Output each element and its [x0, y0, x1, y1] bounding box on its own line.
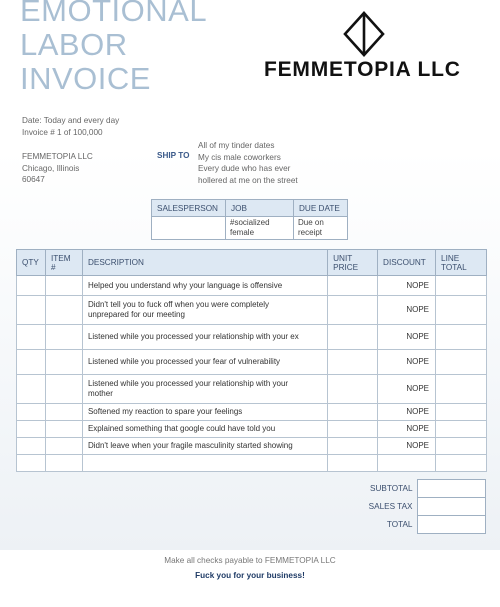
- qty-cell: [17, 296, 46, 325]
- salesperson-cell: [152, 217, 226, 240]
- items-body: [17, 276, 487, 472]
- discount-cell: NOPE: [378, 438, 436, 455]
- table-row: [17, 325, 487, 350]
- from-line: FEMMETOPIA LLC: [22, 152, 93, 161]
- col-qty: QTY: [17, 250, 46, 276]
- discount-cell: NOPE: [378, 325, 436, 350]
- table-row: [17, 375, 487, 404]
- unit-price-cell: [328, 421, 378, 438]
- subtotal-label: SUBTOTAL: [370, 484, 413, 493]
- item-number-cell: [45, 296, 82, 325]
- description-cell: Softened my reaction to spare your feelings: [82, 404, 327, 421]
- ship-to-line: All of my tinder dates: [198, 141, 275, 150]
- table-row: [17, 421, 487, 438]
- unit-price-cell: [328, 404, 378, 421]
- invoice-number: Invoice # 1 of 100,000: [22, 127, 103, 137]
- total-label: TOTAL: [386, 520, 413, 529]
- totals-row: [355, 480, 485, 498]
- col-line-total: LINE TOTAL: [436, 250, 487, 276]
- due-date-cell: Due on receipt: [294, 217, 348, 240]
- discount-cell: NOPE: [378, 375, 436, 404]
- item-number-cell: [45, 455, 82, 472]
- from-address: [22, 151, 93, 186]
- sales-table: [151, 199, 348, 240]
- unit-price-cell: [328, 438, 378, 455]
- col-job: JOB: [226, 200, 294, 217]
- title-line: INVOICE: [20, 61, 151, 96]
- from-line: Chicago, Illinois: [22, 163, 80, 173]
- qty-cell: [17, 404, 46, 421]
- title-line: LABOR: [20, 27, 128, 62]
- table-row: [17, 404, 487, 421]
- diamond-outline-icon: [340, 10, 388, 58]
- discount-cell: NOPE: [378, 296, 436, 325]
- subtotal-value: [417, 480, 485, 498]
- qty-cell: [17, 325, 46, 350]
- title-line: EMOTIONAL: [20, 0, 208, 28]
- totals-table: [355, 479, 486, 534]
- qty-cell: [17, 421, 46, 438]
- invoice-date: Date: Today and every day: [22, 116, 120, 125]
- company-name: FEMMETOPIA LLC: [264, 58, 461, 81]
- item-number-cell: [45, 438, 82, 455]
- ship-to-line: My cis male coworkers: [198, 152, 281, 162]
- items-table: [16, 249, 487, 472]
- thanks-note: Fuck you for your business!: [195, 571, 305, 580]
- col-description: DESCRIPTION: [82, 250, 327, 276]
- description-cell: Explained something that google could have told you: [82, 421, 327, 438]
- from-line: 60647: [22, 175, 45, 184]
- unit-price-cell: [328, 325, 378, 350]
- payable-note: Make all checks payable to FEMMETOPIA LLC: [164, 556, 336, 565]
- item-number-cell: [45, 404, 82, 421]
- table-row: [152, 217, 348, 240]
- discount-cell: [378, 455, 436, 472]
- col-discount: DISCOUNT: [378, 250, 436, 276]
- qty-cell: [17, 375, 46, 404]
- description-cell: [82, 455, 327, 472]
- line-total-cell: [436, 404, 487, 421]
- unit-price-cell: [328, 375, 378, 404]
- discount-cell: NOPE: [378, 404, 436, 421]
- line-total-cell: [436, 438, 487, 455]
- description-cell: Helped you understand why your language is offensive: [82, 276, 327, 296]
- invoice-meta: [22, 115, 119, 138]
- item-number-cell: [45, 325, 82, 350]
- qty-cell: [17, 276, 46, 296]
- unit-price-cell: [328, 296, 378, 325]
- line-total-cell: [436, 325, 487, 350]
- col-unit-price: UNIT PRICE: [328, 250, 378, 276]
- line-total-cell: [436, 276, 487, 296]
- qty-cell: [17, 438, 46, 455]
- discount-cell: NOPE: [378, 276, 436, 296]
- description-cell: Listened while you processed your relationship with your mother: [82, 375, 327, 404]
- table-row: [17, 276, 487, 296]
- job-cell: #socialized female: [226, 217, 294, 240]
- line-total-cell: [436, 455, 487, 472]
- unit-price-cell: [328, 350, 378, 375]
- table-row: [17, 350, 487, 375]
- description-cell: Listened while you processed your fear of vulnerability: [82, 350, 327, 375]
- ship-to-line: hollered at me on the street: [198, 175, 298, 185]
- unit-price-cell: [328, 276, 378, 296]
- ship-to-label: SHIP TO: [157, 151, 190, 160]
- col-salesperson: SALESPERSON: [152, 200, 226, 217]
- discount-cell: NOPE: [378, 421, 436, 438]
- line-total-cell: [436, 350, 487, 375]
- sales-tax-label: SALES TAX: [368, 502, 413, 511]
- description-cell: Didn't tell you to fuck off when you were completely unprepared for our meeting: [82, 296, 327, 325]
- totals-row: [355, 516, 485, 534]
- discount-cell: NOPE: [378, 350, 436, 375]
- totals-row: [355, 498, 485, 516]
- item-number-cell: [45, 350, 82, 375]
- item-number-cell: [45, 276, 82, 296]
- qty-cell: [17, 350, 46, 375]
- col-item-number: ITEM #: [45, 250, 82, 276]
- description-cell: Didn't leave when your fragile masculinity started showing: [82, 438, 327, 455]
- col-due-date: DUE DATE: [294, 200, 348, 217]
- line-total-cell: [436, 375, 487, 404]
- line-total-cell: [436, 421, 487, 438]
- item-number-cell: [45, 375, 82, 404]
- table-row: [17, 296, 487, 325]
- ship-to-line: Every dude who has ever: [198, 164, 291, 173]
- unit-price-cell: [328, 455, 378, 472]
- item-number-cell: [45, 421, 82, 438]
- qty-cell: [17, 455, 46, 472]
- line-total-cell: [436, 296, 487, 325]
- ship-to-list: [198, 140, 298, 186]
- total-value: [417, 516, 485, 534]
- table-row: [17, 455, 487, 472]
- description-cell: Listened while you processed your relationship with your ex: [82, 325, 327, 350]
- table-row: [17, 438, 487, 455]
- sales-tax-value: [417, 498, 485, 516]
- invoice-title: [20, 0, 207, 96]
